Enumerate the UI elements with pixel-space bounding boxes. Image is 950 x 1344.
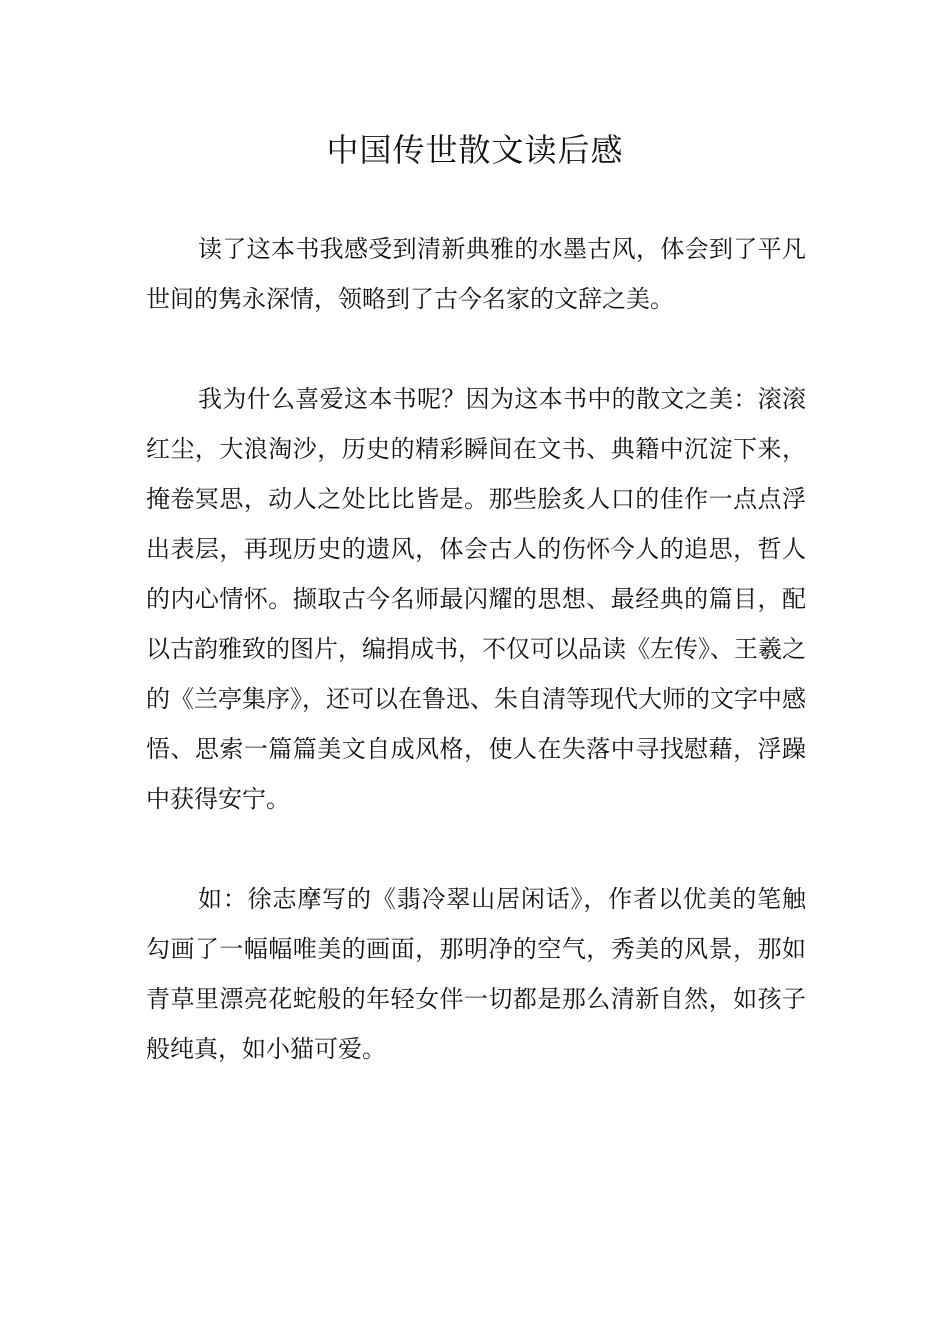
paragraph-2: 我为什么喜爱这本书呢？因为这本书中的散文之美：滚滚红尘，大浪淘沙，历史的精彩瞬间在文书、典籍中沉淀下来，掩卷冥思，动人之处比比皆是。那些脍炙人口的佳作一点点浮出表层，再现历史的遗风，体会古人的伤怀今人的追思，哲人的内心情怀。撷取古今名师最闪耀的思想、最经典的篇目，配以古韵雅致的图片，编捐成书，不仅可以品读《左传》、王羲之的《兰亭集序》，还可以在鲁迅、朱自清等现代大师的文字中感悟、思索一篇篇美文自成风格，使人在失落中寻找慰藉，浮躁中获得安宁。 [146,385,806,813]
paragraph-1: 读了这本书我感受到清新典雅的水墨古风，体会到了平凡世间的隽永深情，领略到了古今名家的文辞之美。 [146,235,806,313]
paragraph-3: 如：徐志摩写的《翡冷翠山居闲话》，作者以优美的笔触勾画了一幅幅唯美的画面，那明净的空气，秀美的风景，那如青草里漂亮花蛇般的年轻女伴一切都是那么清新自然，如孩子般纯真，如小猫可爱。 [146,885,806,1063]
document-body [146,224,806,1074]
document-title: 中国传世散文读后感 [326,131,624,169]
